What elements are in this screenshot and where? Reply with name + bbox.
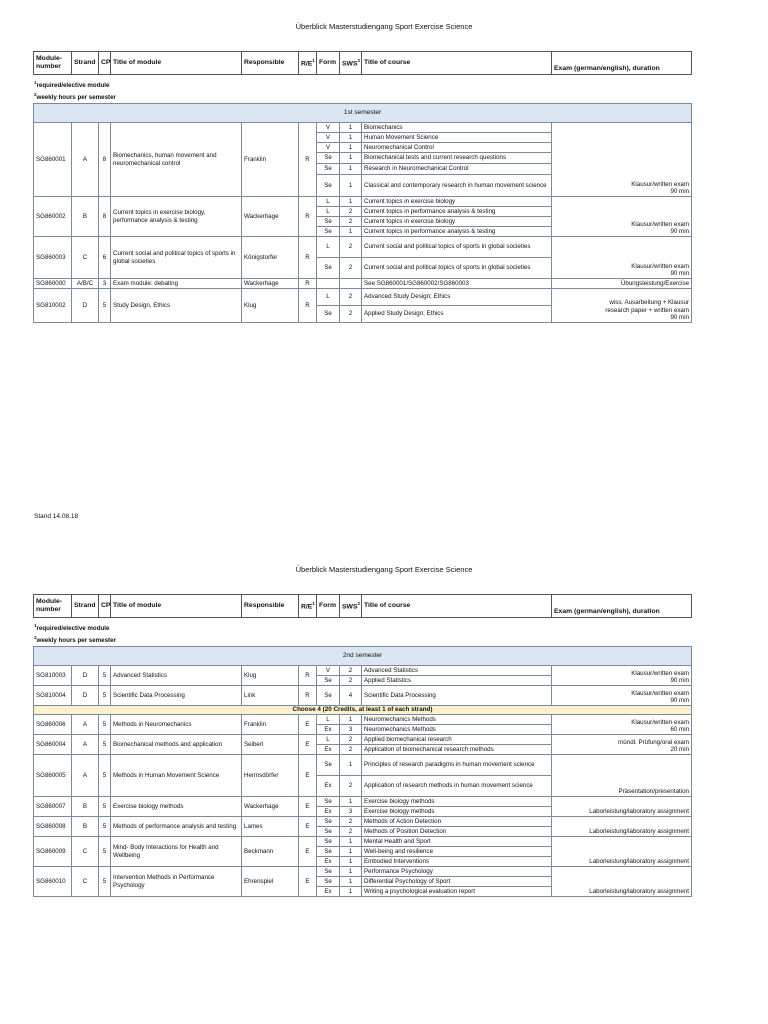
strand-cell: C (72, 237, 99, 279)
form-cell: V (317, 143, 340, 153)
sws-cell: 1 (340, 857, 362, 867)
table-row (34, 735, 692, 745)
re-cell: R (299, 197, 317, 237)
footnotes (34, 78, 116, 102)
form-cell: V (317, 133, 340, 143)
sws-cell (340, 279, 362, 289)
header-module-number: Module-number (34, 52, 72, 75)
module-title-cell: Intervention Methods in Performance Psychology (111, 867, 242, 897)
table-row (34, 867, 692, 877)
exam-cell: Präsentation/presentation (552, 755, 692, 797)
sws-cell: 2 (340, 217, 362, 227)
form-cell: Ex (317, 745, 340, 755)
course-title-cell: Classical and contemporary research in human movement science (362, 175, 552, 197)
sws-cell: 4 (340, 686, 362, 706)
course-title-cell: Current topics in exercise biology (362, 217, 552, 227)
course-title-cell: Principles of research paradigms in human movement science (362, 755, 552, 776)
footnote-2: $^2$weekly hours per semester (34, 635, 116, 645)
responsible-cell: Franklin (242, 123, 299, 197)
responsible-cell: Franklin (242, 715, 299, 735)
choose-electives-label: Choose 4 (20 Credits, at least 1 of each strand) (34, 706, 692, 715)
header-responsible: Responsible (242, 52, 299, 75)
course-title-cell: Advanced Study Design; Ethics (362, 289, 552, 306)
course-title-cell: Methods of Action Detection (362, 817, 552, 827)
re-cell: R (299, 279, 317, 289)
form-cell: Se (317, 217, 340, 227)
responsible-cell: Königstorfer (242, 237, 299, 279)
course-title-cell: Well-being and resilience (362, 847, 552, 857)
stand-date: Stand 14.08.18 (34, 513, 79, 520)
sws-cell: 2 (340, 289, 362, 306)
form-cell: Se (317, 837, 340, 847)
course-title-cell: Application of biomechanical research methods (362, 745, 552, 755)
strand-cell: A (72, 715, 99, 735)
table-row (34, 666, 692, 676)
sws-cell: 1 (340, 887, 362, 897)
form-cell: Se (317, 755, 340, 776)
header-responsible: Responsible (242, 595, 299, 618)
document-title: Überblick Masterstudiengang Sport Exercise Science (295, 22, 473, 31)
form-cell: Se (317, 847, 340, 857)
cp-cell: 8 (99, 197, 111, 237)
table-row (34, 289, 692, 306)
table-row (34, 837, 692, 847)
sws-cell: 2 (340, 827, 362, 837)
sws-cell: 1 (340, 197, 362, 207)
course-title-cell: Applied Study Design; Ethics (362, 306, 552, 323)
re-cell: E (299, 867, 317, 897)
table-row (34, 797, 692, 807)
responsible-cell: Wackerhage (242, 797, 299, 817)
footnote-1: $^1$required/elective module (34, 623, 110, 633)
header-strand: Strand (72, 52, 99, 75)
course-title-cell: See SG860001/SG860002/SG860003 (362, 279, 552, 289)
semester-1-table (33, 103, 692, 323)
course-title-cell: Application of research methods in human movement science (362, 776, 552, 797)
form-cell: L (317, 289, 340, 306)
exam-cell: Klausur/written exam 90 min (552, 666, 692, 686)
header-re: $R/E^1$ (299, 595, 317, 618)
header-form: Form (317, 52, 340, 75)
form-cell: Se (317, 175, 340, 197)
re-cell: R (299, 123, 317, 197)
module-number-cell: SG810002 (34, 289, 72, 323)
strand-cell: D (72, 666, 99, 686)
form-cell: V (317, 666, 340, 676)
form-cell: Se (317, 306, 340, 323)
course-title-cell: Current social and political topics of sports in global societies (362, 237, 552, 258)
course-title-cell: Biomechanical tests and current research questions (362, 153, 552, 164)
form-cell: Ex (317, 887, 340, 897)
form-cell: Se (317, 817, 340, 827)
sws-cell: 2 (340, 817, 362, 827)
header-strand: Strand (72, 595, 99, 618)
column-header-table-page-2 (33, 594, 692, 618)
course-title-cell: Exercise biology methods (362, 807, 552, 817)
cp-cell: 3 (99, 279, 111, 289)
module-title-cell: Current social and political topics of sports in global societies (111, 237, 242, 279)
header-exam: Exam (german/english), duration (552, 595, 692, 618)
form-cell: Ex (317, 776, 340, 797)
course-title-cell: Scientific Data Processing (362, 686, 552, 706)
exam-cell: Laborleistung/laboratory assignment (552, 867, 692, 897)
sws-cell: 1 (340, 877, 362, 887)
course-title-cell: Performance Psychology (362, 867, 552, 877)
table-row (34, 123, 692, 133)
re-cell: E (299, 817, 317, 837)
module-number-cell: SG860004 (34, 735, 72, 755)
responsible-cell: Klug (242, 289, 299, 323)
course-title-cell: Current social and political topics of sports in global societies (362, 258, 552, 279)
cp-cell: 6 (99, 237, 111, 279)
responsible-cell: Hermsdörfer (242, 755, 299, 797)
strand-cell: A/B/C (72, 279, 99, 289)
sws-cell: 2 (340, 735, 362, 745)
course-title-cell: Applied Statistics (362, 676, 552, 686)
course-title-cell: Differential Psychology of Sport (362, 877, 552, 887)
table-row (34, 755, 692, 776)
module-title-cell: Exam module: debating (111, 279, 242, 289)
module-number-cell: SG860005 (34, 755, 72, 797)
cp-cell: 5 (99, 755, 111, 797)
module-title-cell: Mind- Body Interactions for Health and Wellbeing (111, 837, 242, 867)
module-number-cell: SG860006 (34, 715, 72, 735)
choose-electives-row (34, 706, 692, 715)
form-cell: L (317, 197, 340, 207)
sws-cell: 2 (340, 676, 362, 686)
exam-cell: Klausur/written exam 60 min (552, 715, 692, 735)
strand-cell: B (72, 797, 99, 817)
form-cell: L (317, 237, 340, 258)
sws-cell: 1 (340, 123, 362, 133)
header-sws: SWS$^2$ (340, 52, 362, 75)
course-title-cell: Methods of Position Detection (362, 827, 552, 837)
form-cell: Se (317, 877, 340, 887)
sws-cell: 2 (340, 776, 362, 797)
course-title-cell: Biomechanics (362, 123, 552, 133)
strand-cell: C (72, 867, 99, 897)
document-title-page-2: Überblick Masterstudiengang Sport Exercise Science (295, 565, 473, 574)
cp-cell: 5 (99, 735, 111, 755)
course-title-cell: Mental Health and Sport (362, 837, 552, 847)
exam-cell: wiss. Ausarbeitung + Klausur research paper + written exam 90 min (552, 289, 692, 323)
header-re: $R/E^1$ (299, 52, 317, 75)
responsible-cell: Seiberl (242, 735, 299, 755)
column-header-table (33, 51, 692, 75)
table-row (34, 197, 692, 207)
module-number-cell: SG860001 (34, 123, 72, 197)
course-title-cell: Neuromechanics Methods (362, 715, 552, 725)
module-number-cell: SG860000 (34, 279, 72, 289)
course-title-cell: Current topics in exercise biology (362, 197, 552, 207)
strand-cell: A (72, 735, 99, 755)
course-title-cell: Research in Neuromechanical Control (362, 164, 552, 175)
module-title-cell: Methods in Neuromechanics (111, 715, 242, 735)
semester-2-table (33, 646, 692, 897)
module-title-cell: Biomechanical methods and application (111, 735, 242, 755)
sws-cell: 2 (340, 306, 362, 323)
form-cell: L (317, 207, 340, 217)
semester-row-1 (34, 104, 692, 123)
cp-cell: 5 (99, 797, 111, 817)
form-cell: V (317, 123, 340, 133)
strand-cell: C (72, 837, 99, 867)
responsible-cell: Ehrenspiel (242, 867, 299, 897)
header-form: Form (317, 595, 340, 618)
re-cell: R (299, 237, 317, 279)
form-cell: Se (317, 676, 340, 686)
form-cell: Se (317, 797, 340, 807)
sws-cell: 2 (340, 666, 362, 676)
exam-cell: Klausur/written exam 90 min (552, 237, 692, 279)
re-cell: R (299, 686, 317, 706)
module-number-cell: SG810004 (34, 686, 72, 706)
module-title-cell: Current topics in exercise biology, performance analysis & testing (111, 197, 242, 237)
course-title-cell: Exercise biology methods (362, 797, 552, 807)
sws-cell: 1 (340, 133, 362, 143)
footnotes-page-2 (34, 621, 116, 645)
strand-cell: A (72, 123, 99, 197)
module-title-cell: Biomechanics, human movement and neuromechanical control (111, 123, 242, 197)
module-title-cell: Study Design, Ethics (111, 289, 242, 323)
responsible-cell: Wackerhage (242, 197, 299, 237)
table-row (34, 686, 692, 706)
sws-cell: 2 (340, 237, 362, 258)
course-title-cell: Current topics in performance analysis & testing (362, 207, 552, 217)
module-number-cell: SG860007 (34, 797, 72, 817)
strand-cell: A (72, 755, 99, 797)
form-cell: Ex (317, 857, 340, 867)
header-title-of-module: Title of module (111, 52, 242, 75)
sws-cell: 1 (340, 153, 362, 164)
sws-cell: 1 (340, 837, 362, 847)
module-title-cell: Advanced Statistics (111, 666, 242, 686)
cp-cell: 5 (99, 289, 111, 323)
re-cell: E (299, 797, 317, 817)
course-title-cell: Human Movement Science (362, 133, 552, 143)
re-cell: E (299, 755, 317, 797)
strand-cell: B (72, 197, 99, 237)
header-cp: CP (99, 52, 111, 75)
exam-cell: Klausur/written exam 90 min (552, 197, 692, 237)
sws-cell: 1 (340, 797, 362, 807)
header-module-number: Module-number (34, 595, 72, 618)
cp-cell: 5 (99, 666, 111, 686)
form-cell: Ex (317, 807, 340, 817)
course-title-cell: Neuromechanics Methods (362, 725, 552, 735)
re-cell: E (299, 715, 317, 735)
exam-cell: Laborleistung/laboratory assignment (552, 797, 692, 817)
footnote-2: $^2$weekly hours per semester (34, 92, 116, 102)
exam-cell: Laborleistung/laboratory assignment (552, 837, 692, 867)
sws-cell: 3 (340, 807, 362, 817)
sws-cell: 1 (340, 227, 362, 237)
responsible-cell: Link (242, 686, 299, 706)
responsible-cell: Beckmann (242, 837, 299, 867)
table-row (34, 237, 692, 258)
cp-cell: 5 (99, 715, 111, 735)
header-title-of-course: Title of course (362, 595, 552, 618)
form-cell: Se (317, 153, 340, 164)
header-sws: SWS$^2$ (340, 595, 362, 618)
course-title-cell: Writing a psychological evaluation report (362, 887, 552, 897)
exam-cell: Übungsleistung/Exercise (552, 279, 692, 289)
course-title-cell: Embodied Interventions (362, 857, 552, 867)
form-cell: Se (317, 258, 340, 279)
semester-heading: 2nd semester (34, 647, 692, 666)
sws-cell: 2 (340, 258, 362, 279)
module-title-cell: Methods of performance analysis and testing (111, 817, 242, 837)
cp-cell: 5 (99, 867, 111, 897)
cp-cell: 5 (99, 686, 111, 706)
sws-cell: 1 (340, 847, 362, 857)
sws-cell: 2 (340, 207, 362, 217)
module-title-cell: Exercise biology methods (111, 797, 242, 817)
header-exam: Exam (german/english), duration (552, 52, 692, 75)
cp-cell: 5 (99, 837, 111, 867)
cp-cell: 8 (99, 123, 111, 197)
module-number-cell: SG810003 (34, 666, 72, 686)
cp-cell: 5 (99, 817, 111, 837)
form-cell: Se (317, 164, 340, 175)
module-number-cell: SG860009 (34, 837, 72, 867)
header-title-of-course: Title of course (362, 52, 552, 75)
form-cell: Se (317, 686, 340, 706)
module-number-cell: SG860010 (34, 867, 72, 897)
table-row (34, 817, 692, 827)
responsible-cell: Wackerhage (242, 279, 299, 289)
header-title-of-module: Title of module (111, 595, 242, 618)
form-cell: Ex (317, 725, 340, 735)
course-title-cell: Applied biomechanical research (362, 735, 552, 745)
sws-cell: 1 (340, 164, 362, 175)
strand-cell: D (72, 686, 99, 706)
sws-cell: 1 (340, 715, 362, 725)
form-cell: Se (317, 867, 340, 877)
footnote-1: $^1$required/elective module (34, 80, 110, 90)
module-number-cell: SG860008 (34, 817, 72, 837)
module-number-cell: SG860002 (34, 197, 72, 237)
semester-heading: 1st semester (34, 104, 692, 123)
exam-cell: Klausur/written exam 90 min (552, 686, 692, 706)
exam-cell: Klausur/written exam 90 min (552, 123, 692, 197)
sws-cell: 1 (340, 175, 362, 197)
strand-cell: B (72, 817, 99, 837)
form-cell: Se (317, 227, 340, 237)
exam-cell: mündl. Prüfung/oral exam 20 min (552, 735, 692, 755)
module-title-cell: Scientific Data Processing (111, 686, 242, 706)
re-cell: R (299, 666, 317, 686)
form-cell: Se (317, 827, 340, 837)
re-cell: E (299, 837, 317, 867)
course-title-cell: Neuromechanical Control (362, 143, 552, 153)
course-title-cell: Current topics in performance analysis & testing (362, 227, 552, 237)
sws-cell: 3 (340, 725, 362, 735)
sws-cell: 1 (340, 867, 362, 877)
semester-row-2 (34, 647, 692, 666)
responsible-cell: Klug (242, 666, 299, 686)
exam-cell: Laborleistung/laboratory assignment (552, 817, 692, 837)
module-title-cell: Methods in Human Movement Science (111, 755, 242, 797)
table-row (34, 279, 692, 289)
form-cell: L (317, 715, 340, 725)
form-cell: L (317, 735, 340, 745)
sws-cell: 1 (340, 755, 362, 776)
re-cell: E (299, 735, 317, 755)
strand-cell: D (72, 289, 99, 323)
course-title-cell: Advanced Statistics (362, 666, 552, 676)
responsible-cell: Lames (242, 817, 299, 837)
re-cell: R (299, 289, 317, 323)
sws-cell: 1 (340, 143, 362, 153)
module-number-cell: SG860003 (34, 237, 72, 279)
form-cell (317, 279, 340, 289)
sws-cell: 2 (340, 745, 362, 755)
header-cp: CP (99, 595, 111, 618)
table-row (34, 715, 692, 725)
